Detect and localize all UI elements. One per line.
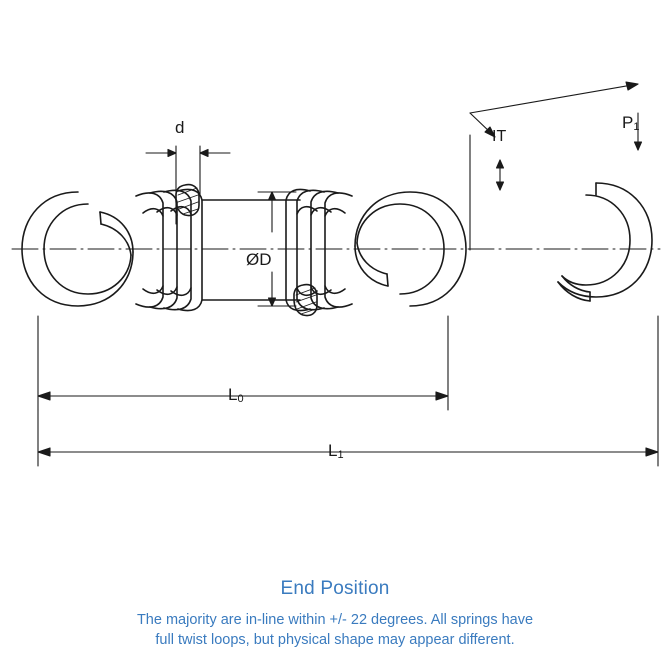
label-wire-diameter: d bbox=[175, 118, 185, 137]
caption-text bbox=[0, 610, 670, 650]
left-coil-pack bbox=[136, 185, 202, 311]
label-outer-diameter: ØD bbox=[246, 250, 272, 269]
label-initial-tension: IT bbox=[492, 128, 507, 145]
caption-line-1: The majority are in-line within +/- 22 degrees. All springs have bbox=[136, 612, 534, 628]
end-position-hook bbox=[558, 183, 652, 301]
label-end-position: P1 bbox=[622, 113, 640, 133]
caption-line-2: full twist loops, but physical shape may appear different. bbox=[155, 632, 515, 648]
dimension-hook-length bbox=[38, 316, 658, 466]
right-coil-pack bbox=[286, 189, 352, 315]
label-hook-length: L1 bbox=[328, 441, 344, 461]
label-free-length: L0 bbox=[228, 385, 244, 405]
caption-title: End Position bbox=[280, 578, 390, 599]
left-hook bbox=[22, 192, 133, 306]
